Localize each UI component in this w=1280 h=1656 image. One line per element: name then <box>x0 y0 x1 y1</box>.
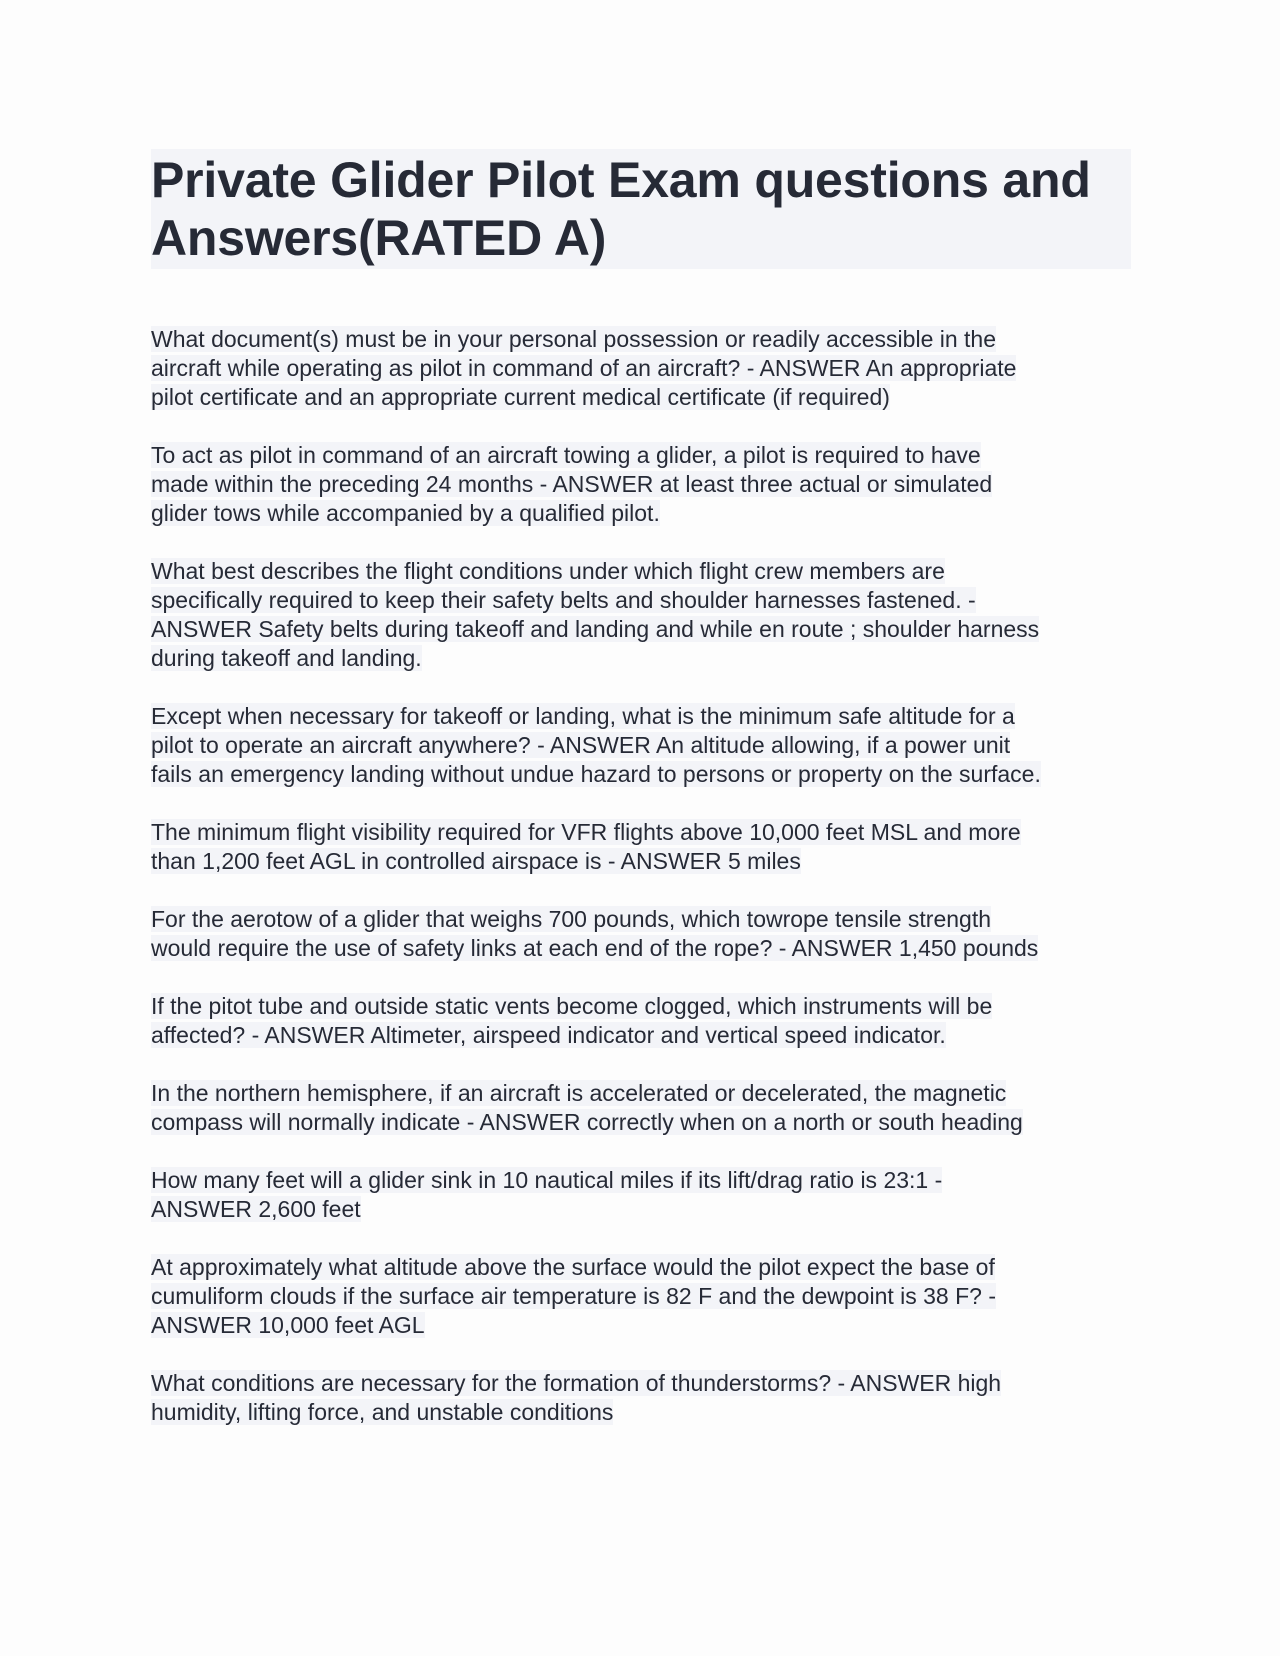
qa-text: Except when necessary for takeoff or landing, what is the minimum safe altitude for a pilot to operate an aircraft anywhere? - ANSWER An altitude allowing, if a power unit fails an emergency landing without undue hazard to persons or property on the surface. <box>151 703 1041 787</box>
qa-text: In the northern hemisphere, if an aircraft is accelerated or decelerated, the magnetic compass will normally indicate - ANSWER correctly when on a north or south heading <box>151 1080 1023 1135</box>
qa-text: What document(s) must be in your personal possession or readily accessible in the aircraft while operating as pilot in command of an aircraft? - ANSWER An appropriate pilot certificate and an appropriate current medical certificate (if required) <box>151 326 1017 410</box>
qa-text: How many feet will a glider sink in 10 nautical miles if its lift/drag ratio is 23:1 - ANSWER 2,600 feet <box>151 1167 943 1222</box>
qa-text: For the aerotow of a glider that weighs 700 pounds, which towrope tensile strength would require the use of safety links at each end of the rope? - ANSWER 1,450 pounds <box>151 906 1039 961</box>
qa-item <box>151 702 1131 789</box>
qa-text: What best describes the flight conditions under which flight crew members are specifically required to keep their safety belts and shoulder harnesses fastened. - ANSWER Safety belts during takeoff and landing and while en route ; shoulder harness during takeoff and landing. <box>151 558 1040 671</box>
qa-text: At approximately what altitude above the surface would the pilot expect the base of cumuliform clouds if the surface air temperature is 82 F and the dewpoint is 38 F? - ANSWER 10,000 feet AGL <box>151 1254 997 1338</box>
qa-item <box>151 1166 1131 1224</box>
qa-item <box>151 992 1131 1050</box>
qa-item <box>151 1079 1131 1137</box>
qa-item <box>151 1253 1131 1340</box>
qa-list <box>151 325 1131 1427</box>
qa-item <box>151 441 1131 528</box>
document-page <box>151 149 1131 1456</box>
qa-text: The minimum flight visibility required for VFR flights above 10,000 feet MSL and more than 1,200 feet AGL in controlled airspace is - ANSWER 5 miles <box>151 819 1021 874</box>
qa-item <box>151 818 1131 876</box>
title-block <box>151 149 1131 269</box>
qa-text: To act as pilot in command of an aircraft towing a glider, a pilot is required to have made within the preceding 24 months - ANSWER at least three actual or simulated glider tows while accompanied by a qualified pilot. <box>151 442 993 526</box>
qa-text: What conditions are necessary for the formation of thunderstorms? - ANSWER high humidity, lifting force, and unstable conditions <box>151 1370 1002 1425</box>
qa-item <box>151 905 1131 963</box>
qa-text: If the pitot tube and outside static vents become clogged, which instruments will be affected? - ANSWER Altimeter, airspeed indicator and vertical speed indicator. <box>151 993 993 1048</box>
qa-item <box>151 325 1131 412</box>
qa-item <box>151 1369 1131 1427</box>
qa-item <box>151 557 1131 673</box>
document-title: Private Glider Pilot Exam questions and Answers(RATED A) <box>151 152 1091 266</box>
